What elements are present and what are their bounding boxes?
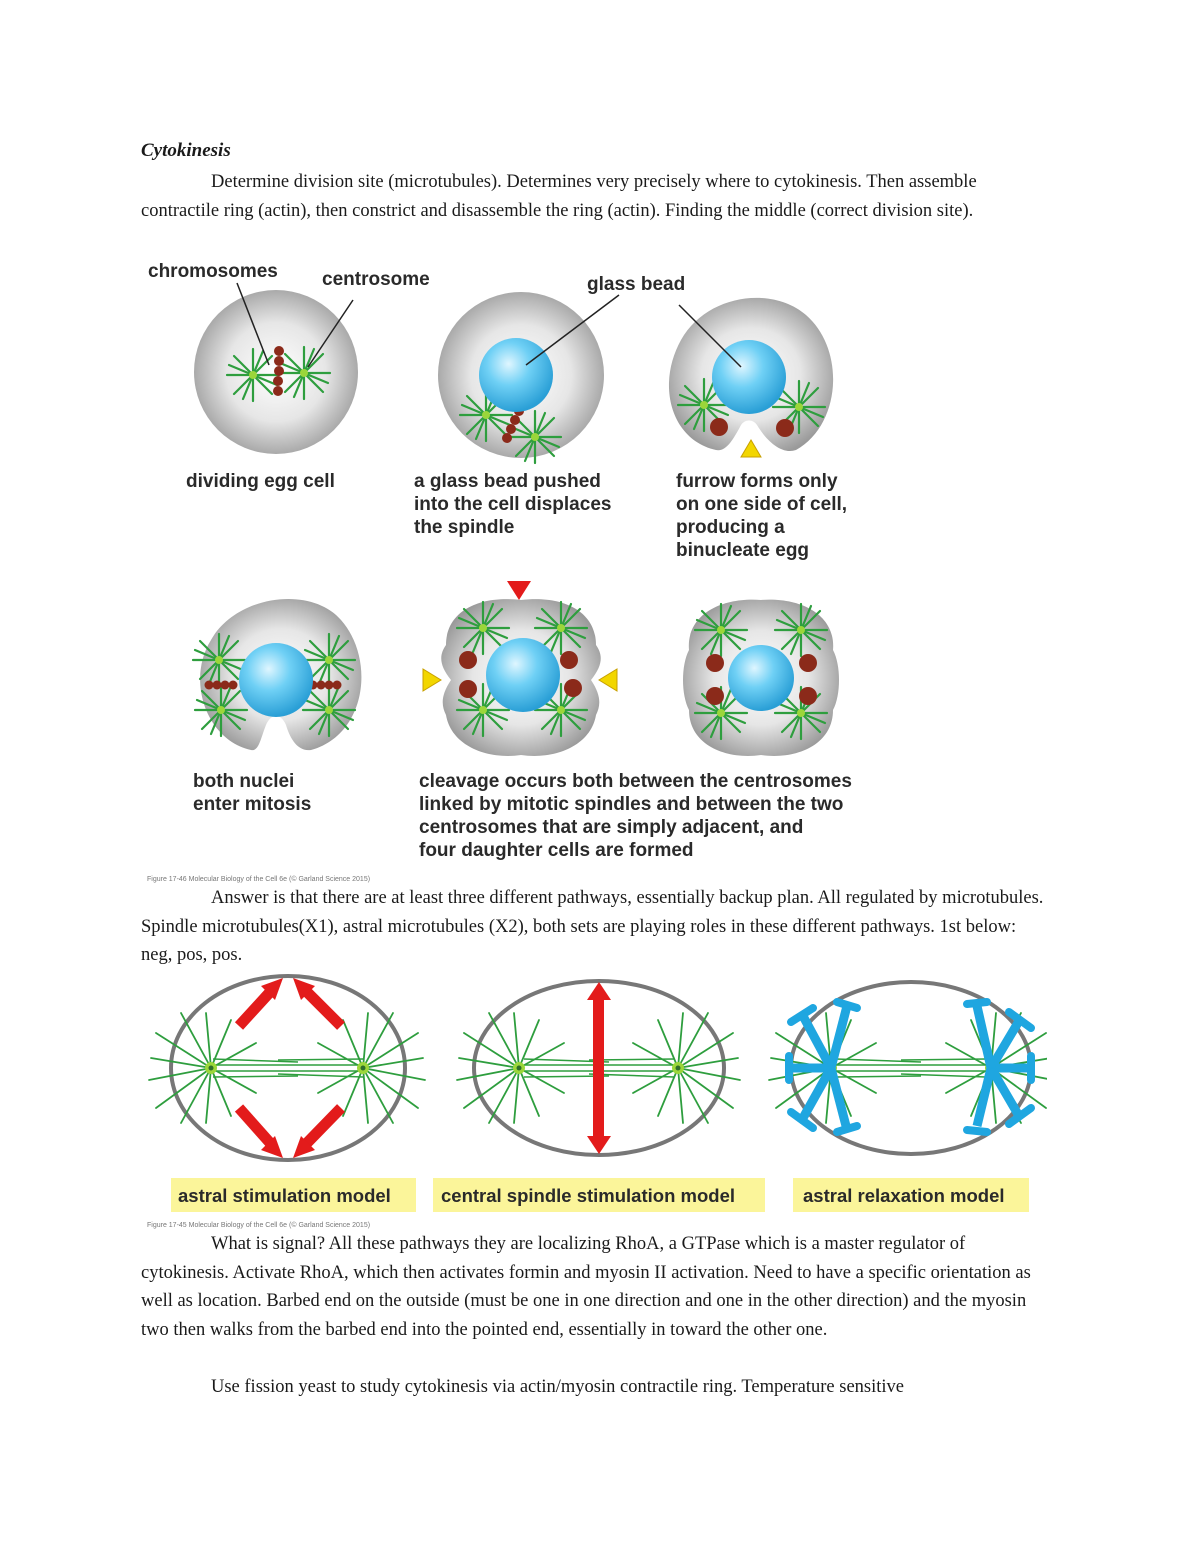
- label-centrosome: centrosome: [322, 269, 430, 290]
- label-chromosomes: chromosomes: [148, 261, 278, 282]
- model-astral-stimulation: [149, 976, 425, 1160]
- caption-dividing-egg-cell: dividing egg cell: [186, 471, 335, 492]
- caption-cleavage-line-3: centrosomes that are simply adjacent, and: [419, 817, 804, 838]
- label-astral-relaxation-model: astral relaxation model: [803, 1185, 1005, 1206]
- caption-furrow-line-3: producing a: [676, 517, 785, 538]
- figure-egg-cell-cleavage: [141, 255, 901, 885]
- panel-glass-bead-displaces-spindle: [414, 274, 685, 538]
- paragraph-3-text: What is signal? All these pathways they are localizing RhoA, a GTPase which is a master regulator of cytokinesis. Activate RhoA, which then activates formin and myosin II activation. Need to have a specific orientation as well as location. Barbed end on the outside (must be one in one direction and one in the other direction) and the myosin two then walks from the barbed end into the pointed end, essentially in toward the other one.: [141, 1234, 1031, 1340]
- caption-glass-bead-line-1: a glass bead pushed: [414, 471, 601, 492]
- model-central-spindle-stimulation: [457, 981, 740, 1155]
- caption-furrow-line-2: on one side of cell,: [676, 494, 848, 515]
- caption-furrow-line-1: furrow forms only: [676, 471, 838, 492]
- label-astral-stimulation-model: astral stimulation model: [178, 1185, 391, 1206]
- label-glass-bead: glass bead: [587, 274, 686, 295]
- caption-both-nuclei-line-2: enter mitosis: [193, 794, 312, 815]
- panel-both-nuclei-mitosis: [193, 599, 361, 815]
- caption-cleavage-line-1: cleavage occurs both between the centrosomes: [419, 771, 852, 792]
- paragraph-1: [141, 168, 1051, 225]
- label-central-spindle-stimulation-model: central spindle stimulation model: [441, 1185, 735, 1206]
- figure-1-credit: Figure 17-46 Molecular Biology of the Cell 6e (© Garland Science 2015): [147, 876, 371, 883]
- panel-four-daughter-cells: [683, 600, 839, 756]
- panel-furrow-one-side: [669, 298, 847, 561]
- caption-cleavage-line-4: four daughter cells are formed: [419, 840, 694, 861]
- caption-both-nuclei-line-1: both nuclei: [193, 771, 295, 792]
- model-astral-relaxation: [769, 982, 1047, 1154]
- paragraph-2-text: Answer is that there are at least three different pathways, essentially backup plan. All regulated by microtubules. Spindle microtubules(X1), astral microtubules (X2), both sets are playing roles in these different pathways. 1st below: neg, pos, pos.: [141, 888, 1044, 966]
- paragraph-2: [141, 884, 1051, 970]
- paragraph-4-text: Use fission yeast to study cytokinesis via actin/myosin contractile ring. Temperature sensitive: [211, 1377, 904, 1397]
- panel-dividing-egg-cell: [148, 261, 430, 492]
- panel-cleavage-in-progress: [423, 581, 617, 756]
- caption-cleavage-line-2: linked by mitotic spindles and between the two: [419, 794, 844, 815]
- section-heading: Cytokinesis: [141, 140, 231, 161]
- caption-glass-bead-line-3: the spindle: [414, 517, 515, 538]
- figure-2-credit: Figure 17-45 Molecular Biology of the Cell 6e (© Garland Science 2015): [147, 1222, 371, 1229]
- figure-cytokinesis-models: [141, 966, 1047, 1230]
- paragraph-1-text: Determine division site (microtubules). Determines very precisely where to cytokinesis. Then assemble contractile ring (actin), then constrict and disassemble the ring (actin). Finding the middle (correct division site).: [141, 172, 977, 221]
- paragraph-3: [141, 1230, 1051, 1344]
- paragraph-4: [141, 1373, 1051, 1402]
- caption-furrow-line-4: binucleate egg: [676, 540, 810, 561]
- caption-glass-bead-line-2: into the cell displaces: [414, 494, 612, 515]
